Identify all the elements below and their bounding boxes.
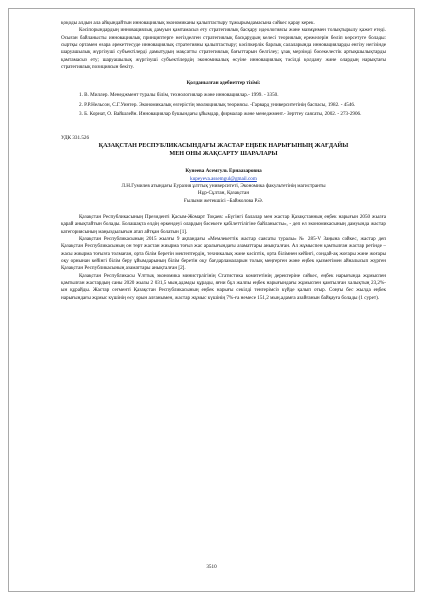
references-section [61, 80, 386, 118]
reference-item: 3. Б. Корнат, О. Вайшлейн. Инновациялар бушындағы ұйымдар, фирмалар және менеджмент.- Зерттеу саясаты, 2002. - 273-2906. [79, 111, 362, 118]
article-body [61, 214, 386, 302]
udk-code: УДК 331.526 [61, 134, 90, 141]
text-flow [61, 9, 386, 302]
document-page [8, 8, 415, 592]
author-city: Нұр-Сұлтан, Қазақстан [197, 190, 250, 197]
reference-item: 1. В. Миллер. Менеджмент туралы білім, технологиялар және инновациялар.- 1999. - 3350. [79, 91, 279, 98]
article-title-line-1: ҚАЗАҚСТАН РЕСПУБЛИКАСЫНДАҒЫ ЖАСТАР ЕҢБЕК НАРЫҒЫНЫҢ ЖАҒДАЙЫ [98, 143, 349, 150]
article-header [61, 135, 386, 205]
references-heading: Қолданылған әдебиеттер тізімі: [186, 80, 261, 87]
continued-paragraph: қоқоды алдын ала айқындайтын инновациялық экономиканы қалыптастыру тұжырымдамасына сәйкес қарау керек. [61, 20, 315, 26]
article-paragraph: Қазақстан Республикасының 2015 жылғы 9 ақпандағы «Мемлекеттік жастар саясаты туралы» № 285-V Заңына сәйкес, жастар деп Қазақстан Республикасының он төрт жастан жиырма тоғыз жас аралығындағы азаматтары анықталған. Ал жұмыспен қамтылған жастар ретінде – жасы жиырма тоғызға толмаған, орта білім беретін мектептердің, техникалық және кәсіптік, орта білімнен кейінгі, сондай-ақ жоғары және жоғары оқу орнынан кейінгі білім беру ұйымдарының білім беретін оқу бағдарламаларын толық меңгерген және еңбек қызметімен айналысып жүрген Қазақстан Республикасының азаматтары анықталған [2]. [61, 236, 386, 272]
body-paragraph: Кәсіпорындардың инновациялық дамуын қамтамасыз ету стратегиялық басқару идеологиясы және мазмұнмен толықтырылу қажет етеді. Осыған байланысты инновациялық принциптерге негізделген стратегиялық басқарудың келесі теориялық ережелерін бөліп көрсетуге болады: сыртқы ортамен өзара әрекеттесуде инновациялық стратегияны қалыптастыру; кәсіпкерлік барлық салаларында инновацияларды енгізу негізінде шаруашылық жүргізуші субъектілерді дамытудың мақсатты стратегиялық бағыттарын белгілеу; ұзақ мерзімді бәсекелестік артықшылықтарды қамтамасыз ету; шаруашылық жүргізуші субъектілердің экономикалық өсуіне инновациялық тәсілді қолдану және олардың нарықтағы стратегиялық позициясын бекіту. [61, 27, 386, 71]
article-title-line-2: МЕН ОНЫ ЖАҚСАРТУ ШАРАЛАРЫ [169, 151, 278, 158]
scientific-supervisor: Ғылыми жетекшісі –Байжолова Р.Ә. [184, 197, 263, 204]
author-affiliation: Л.Н.Гумилев атындағы Еуразия ұлттық университеті, Экономика факультетінің магистранты [121, 183, 326, 189]
article-paragraph: Қазақстан Республикасының Президенті Қасым-Жомарт Тоқаев: «Бүгінгі балалар мен жастар Қазақстанның еңбек нарығын 2050 жылға қарай анықтайтын болады. Болашақта елдің өркендеуі олардың бәсекеге қабілеттілігіне байланысты», - деп ел экономикасының дамуында жастар категориясының маңыздылығын атап айтқан болатын [1]. [61, 214, 386, 235]
author-email-link[interactable]: kupeyeva.assemgul@gmail.com [190, 175, 257, 182]
author-name: Кунеева Асемгуль Ернаазаровна [185, 168, 262, 175]
page-number: 3510 [206, 564, 217, 570]
article-paragraph: Қазақстан Республикасы Ұлттық экономика министрлігінің Статистика комитетінің деректеріне сәйкес, еңбек нарығында жұмыспен қамтылған жастардың саны 2020 жылы 2 031,5 мың.адамды құрады, яғни бұл жалпы еңбек нарығындағы жұмыспен қамтылған халықтың 23,2%-ын құрайды. Жастар сегменті Қазақстан Республикасының еңбек нарығы секілді тенгерімсіз күйде қалып отыр. Соңғы бес жылда еңбек нарығындағы жұмыс күшінің өсу орын алғанымен, жастар жұмыс күшінің 7%-ға немесе 151,2 мың.адамға азайғанын байқауға болады (1 сурет). [61, 272, 386, 301]
reference-item: 2. Р.Р.Нельсон, С.Г.Уинтер. Экономикалық өзгерістің эволюциялық теориясы. -Гарвард университетінің баспасы, 1982. - 4546. [79, 101, 356, 108]
